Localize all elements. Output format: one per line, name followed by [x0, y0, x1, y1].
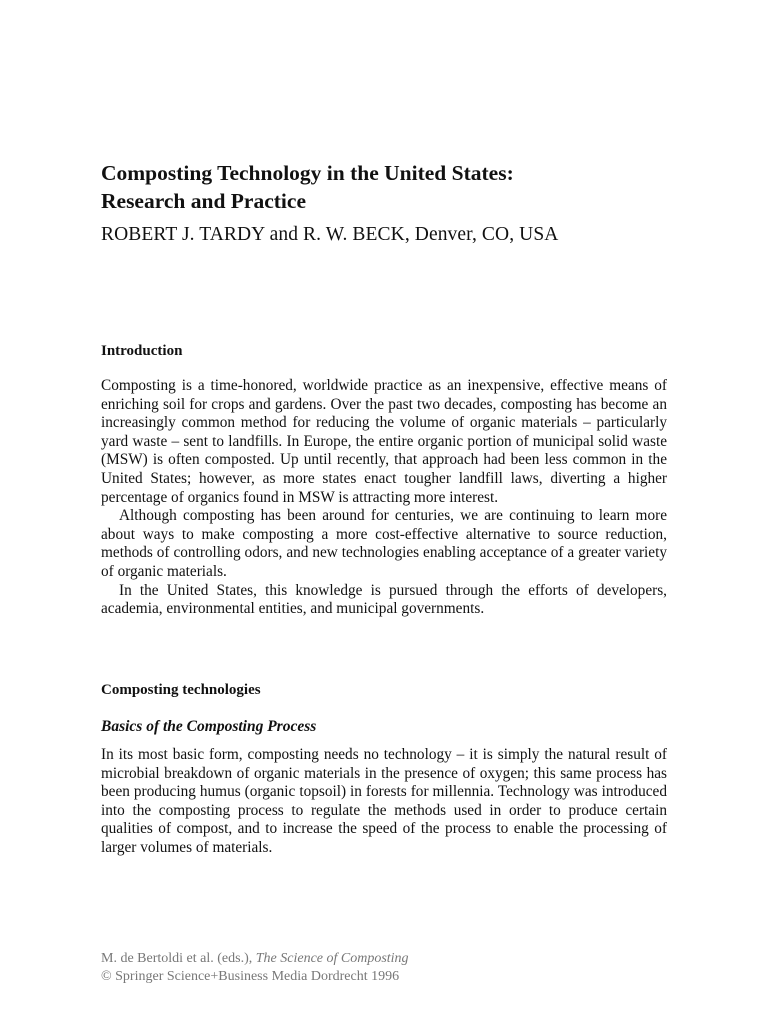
introduction-body	[101, 377, 667, 619]
paper-title	[101, 159, 681, 215]
paper-title-line-2: Research and Practice	[101, 189, 306, 213]
introduction-heading: Introduction	[101, 343, 183, 359]
composting-basics-subheading: Basics of the Composting Process	[101, 718, 317, 735]
introduction-paragraph-2: Although composting has been around for centuries, we are continuing to learn more about ways to make composting a more cost-effective alternative to source reduction, methods of controlling odors, and new technologies enabling acceptance of a greater variety of organic materials.	[101, 507, 667, 580]
composting-technologies-heading: Composting technologies	[101, 682, 261, 698]
introduction-paragraph-3: In the United States, this knowledge is pursued through the efforts of developers, academia, environmental entities, and municipal governments.	[101, 581, 667, 618]
introduction-paragraph-1: Composting is a time-honored, worldwide practice as an inexpensive, effective means of enriching soil for crops and gardens. Over the past two decades, composting has become an increasingly common method for reducing the volume of organic materials – particularly yard waste – sent to landfills. In Europe, the entire organic portion of municipal solid waste (MSW) is often composted. Up until recently, that approach had been less common in the United States; however, as more states enact tougher landfill laws, diverting a higher percentage of organics found in MSW is attracting more interest.	[101, 377, 667, 506]
author-line: ROBERT J. TARDY and R. W. BECK, Denver, CO, USA	[101, 224, 559, 245]
citation-book-title: The Science of Composting	[255, 951, 409, 966]
citation-editors: M. de Bertoldi et al. (eds.),	[101, 951, 256, 966]
composting-basics-body	[101, 746, 667, 858]
citation-line	[101, 950, 501, 968]
copyright-line: © Springer Science+Business Media Dordrecht 1996	[101, 969, 400, 984]
publication-footer	[101, 950, 501, 986]
composting-basics-paragraph-1: In its most basic form, composting needs no technology – it is simply the natural result of microbial breakdown of organic materials in the presence of oxygen; this same process has been producing humus (organic topsoil) in forests for millennia. Technology was introduced into the composting process to regulate the methods used in order to produce certain qualities of compost, and to increase the speed of the process to enable the processing of larger volumes of materials.	[101, 746, 667, 856]
paper-title-line-1: Composting Technology in the United States:	[101, 161, 514, 185]
